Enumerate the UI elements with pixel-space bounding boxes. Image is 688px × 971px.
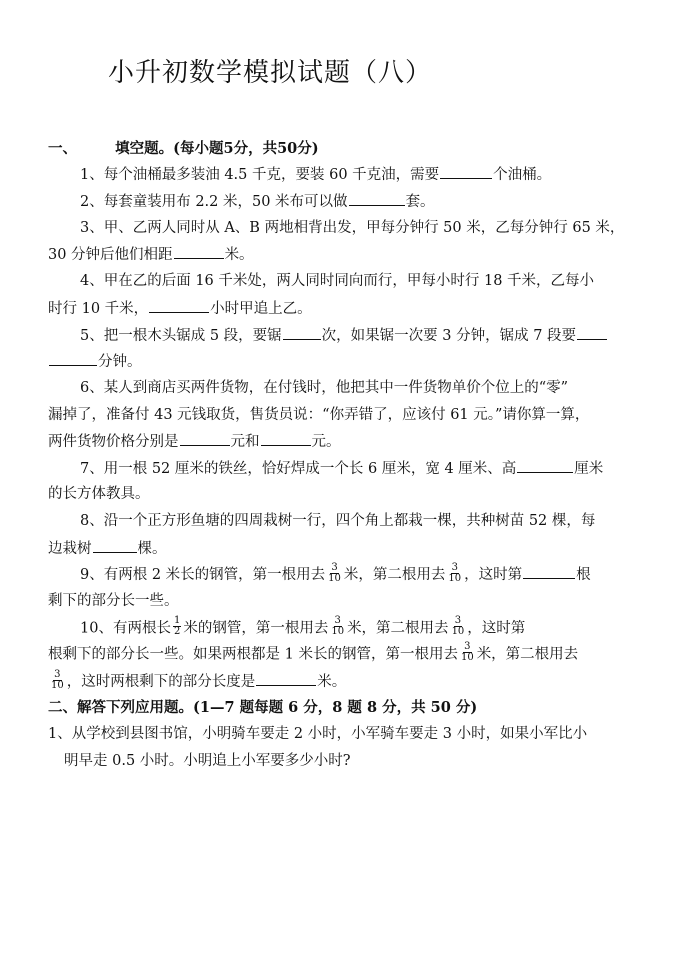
answer-blank: [180, 431, 230, 446]
question-10-line-1: [80, 615, 526, 639]
question-6-line-2: 漏掉了，准备付 43 元钱取货，售货员说：“你弄错了，应该付 61 元。”请你算一算，: [48, 407, 590, 423]
fraction-numerator: 3: [464, 641, 471, 652]
fraction-denominator: 10: [331, 626, 345, 637]
fraction: [447, 563, 462, 584]
question-2-suffix: 套。: [405, 194, 435, 210]
fraction: [451, 616, 466, 637]
question-10-text: 10、有两根长: [80, 620, 171, 637]
answer-blank: [149, 298, 209, 313]
answer-blank: [261, 431, 311, 446]
fraction-numerator: 3: [454, 615, 462, 626]
question-10-suffix: 米。: [317, 674, 347, 690]
fraction-numerator: 3: [334, 615, 341, 626]
answer-blank: [523, 564, 575, 579]
question-6-line-3: [48, 431, 341, 452]
question-4-text: 时行 10 千米，: [48, 301, 149, 317]
question-7-text: 7、用一根 52 厘米的铁丝，恰好焊成一个长 6 厘米，宽 4 厘米、高: [80, 461, 517, 477]
question-9-text: 9、有两根 2 米长的钢管，第一根用去: [80, 567, 326, 583]
question-8-line-1: 8、沿一个正方形鱼塘的四周栽树一行，四个角上都栽一棵，共种树苗 52 棵，每: [80, 513, 596, 529]
question-3-line-1: 3、甲、乙两人同时从 A、B 两地相背出发，甲每分钟行 50 米，乙每分钟行 65 米，: [80, 220, 625, 236]
fraction: [327, 563, 342, 584]
question-10-text-7: ，这时两根剩下的部分长度是: [66, 674, 256, 690]
question-3-line-2: [48, 244, 254, 265]
fraction-denominator: 2: [173, 626, 181, 637]
section1-heading: 填空题。(每小题5分，共50分): [115, 140, 319, 157]
question-5-line-1: [80, 325, 608, 346]
question-10-line-2: [48, 641, 579, 665]
fraction-numerator: 3: [331, 561, 338, 573]
question-5-suffix: 分钟。: [98, 354, 142, 370]
application-1-line-2: 明早走 0.5 小时。小明追上小军要多少小时?: [64, 753, 351, 769]
question-2-text: 2、每套童装用布 2.2 米，50 米布可以做: [80, 194, 348, 210]
question-6-text: 两件货物价格分别是: [48, 434, 179, 450]
page-title: 小升初数学模拟试题（八）: [108, 58, 433, 88]
question-7-line-1: [80, 458, 603, 479]
question-9-line-2: 剩下的部分长一些。: [48, 593, 179, 609]
fraction: [50, 670, 65, 691]
question-9-text-3: ，这时第: [464, 567, 523, 583]
question-5-text: 5、把一根木头锯成 5 段，要锯: [80, 328, 282, 344]
question-7-line-2: 的长方体教具。: [48, 486, 150, 502]
question-10-text-5: 根剩下的部分长一些。如果两根都是 1 米长的钢管，第一根用去: [48, 646, 458, 663]
question-1-suffix: 个油桶。: [493, 167, 552, 183]
section1-number: 一、: [48, 140, 77, 157]
application-1-line-1: 1、从学校到县图书馆，小明骑车要走 2 小时，小军骑车要走 3 小时，如果小军比小: [48, 726, 588, 742]
question-10-line-3: [48, 668, 347, 693]
question-3-text: 30 分钟后他们相距: [48, 247, 173, 263]
answer-blank: [440, 164, 492, 179]
fraction: [330, 616, 345, 637]
question-1-text: 1、每个油桶最多装油 4.5 千克，要装 60 千克油，需要: [80, 167, 440, 183]
question-4-suffix: 小时甲追上乙。: [210, 301, 312, 317]
question-1: [80, 164, 551, 185]
fraction-denominator: 10: [451, 626, 465, 637]
question-10-text-6: 米，第二根用去: [476, 646, 579, 663]
question-4-line-2: [48, 298, 312, 319]
fraction: [173, 616, 181, 637]
question-10-text-4: ，这时第: [467, 620, 526, 637]
question-10-text-3: 米，第二根用去: [347, 620, 449, 637]
fraction-numerator: 3: [54, 668, 61, 680]
answer-blank: [93, 538, 137, 553]
question-6-line-1: 6、某人到商店买两件货物，在付钱时，他把其中一件货物单价个位上的“零”: [80, 380, 569, 396]
question-9-line-1: [80, 561, 591, 586]
question-6-suffix: 元。: [311, 434, 341, 450]
question-7-unit: 厘米: [574, 461, 604, 477]
fraction-denominator: 10: [328, 572, 341, 584]
question-3-suffix: 米。: [224, 247, 254, 263]
section1-header: [48, 139, 319, 159]
question-4-line-1: 4、甲在乙的后面 16 千米处，两人同时同向而行，甲每小时行 18 千米，乙每小: [80, 273, 595, 289]
answer-blank: [174, 244, 224, 259]
question-5-text-2: 次，如果锯一次要 3 分钟，锯成 7 段要: [321, 328, 577, 344]
answer-blank: [577, 325, 607, 340]
fraction-denominator: 10: [460, 652, 474, 663]
question-5-line-2: [48, 351, 142, 372]
fraction-numerator: 3: [451, 561, 458, 573]
question-8-line-2: [48, 538, 167, 559]
answer-blank: [349, 191, 405, 206]
question-8-suffix: 棵。: [137, 541, 167, 557]
answer-blank: [283, 325, 321, 340]
fraction-numerator: 1: [173, 615, 181, 626]
question-9-text-4: 根: [576, 567, 591, 583]
fraction: [460, 642, 475, 663]
section2-heading: 二、解答下列应用题。(1—7 题每题 6 分，8 题 8 分，共 50 分): [48, 699, 478, 716]
fraction-denominator: 10: [51, 679, 64, 691]
fraction-denominator: 10: [448, 572, 462, 584]
question-10-text-2: 米的钢管，第一根用去: [183, 620, 329, 637]
question-9-text-2: 米，第二根用去: [343, 567, 446, 583]
question-6-text-2: 元和: [230, 434, 260, 450]
answer-blank: [517, 458, 573, 473]
answer-blank: [49, 351, 97, 366]
question-8-text: 边栽树: [48, 541, 92, 557]
answer-blank: [256, 671, 316, 686]
question-2: [80, 191, 435, 212]
